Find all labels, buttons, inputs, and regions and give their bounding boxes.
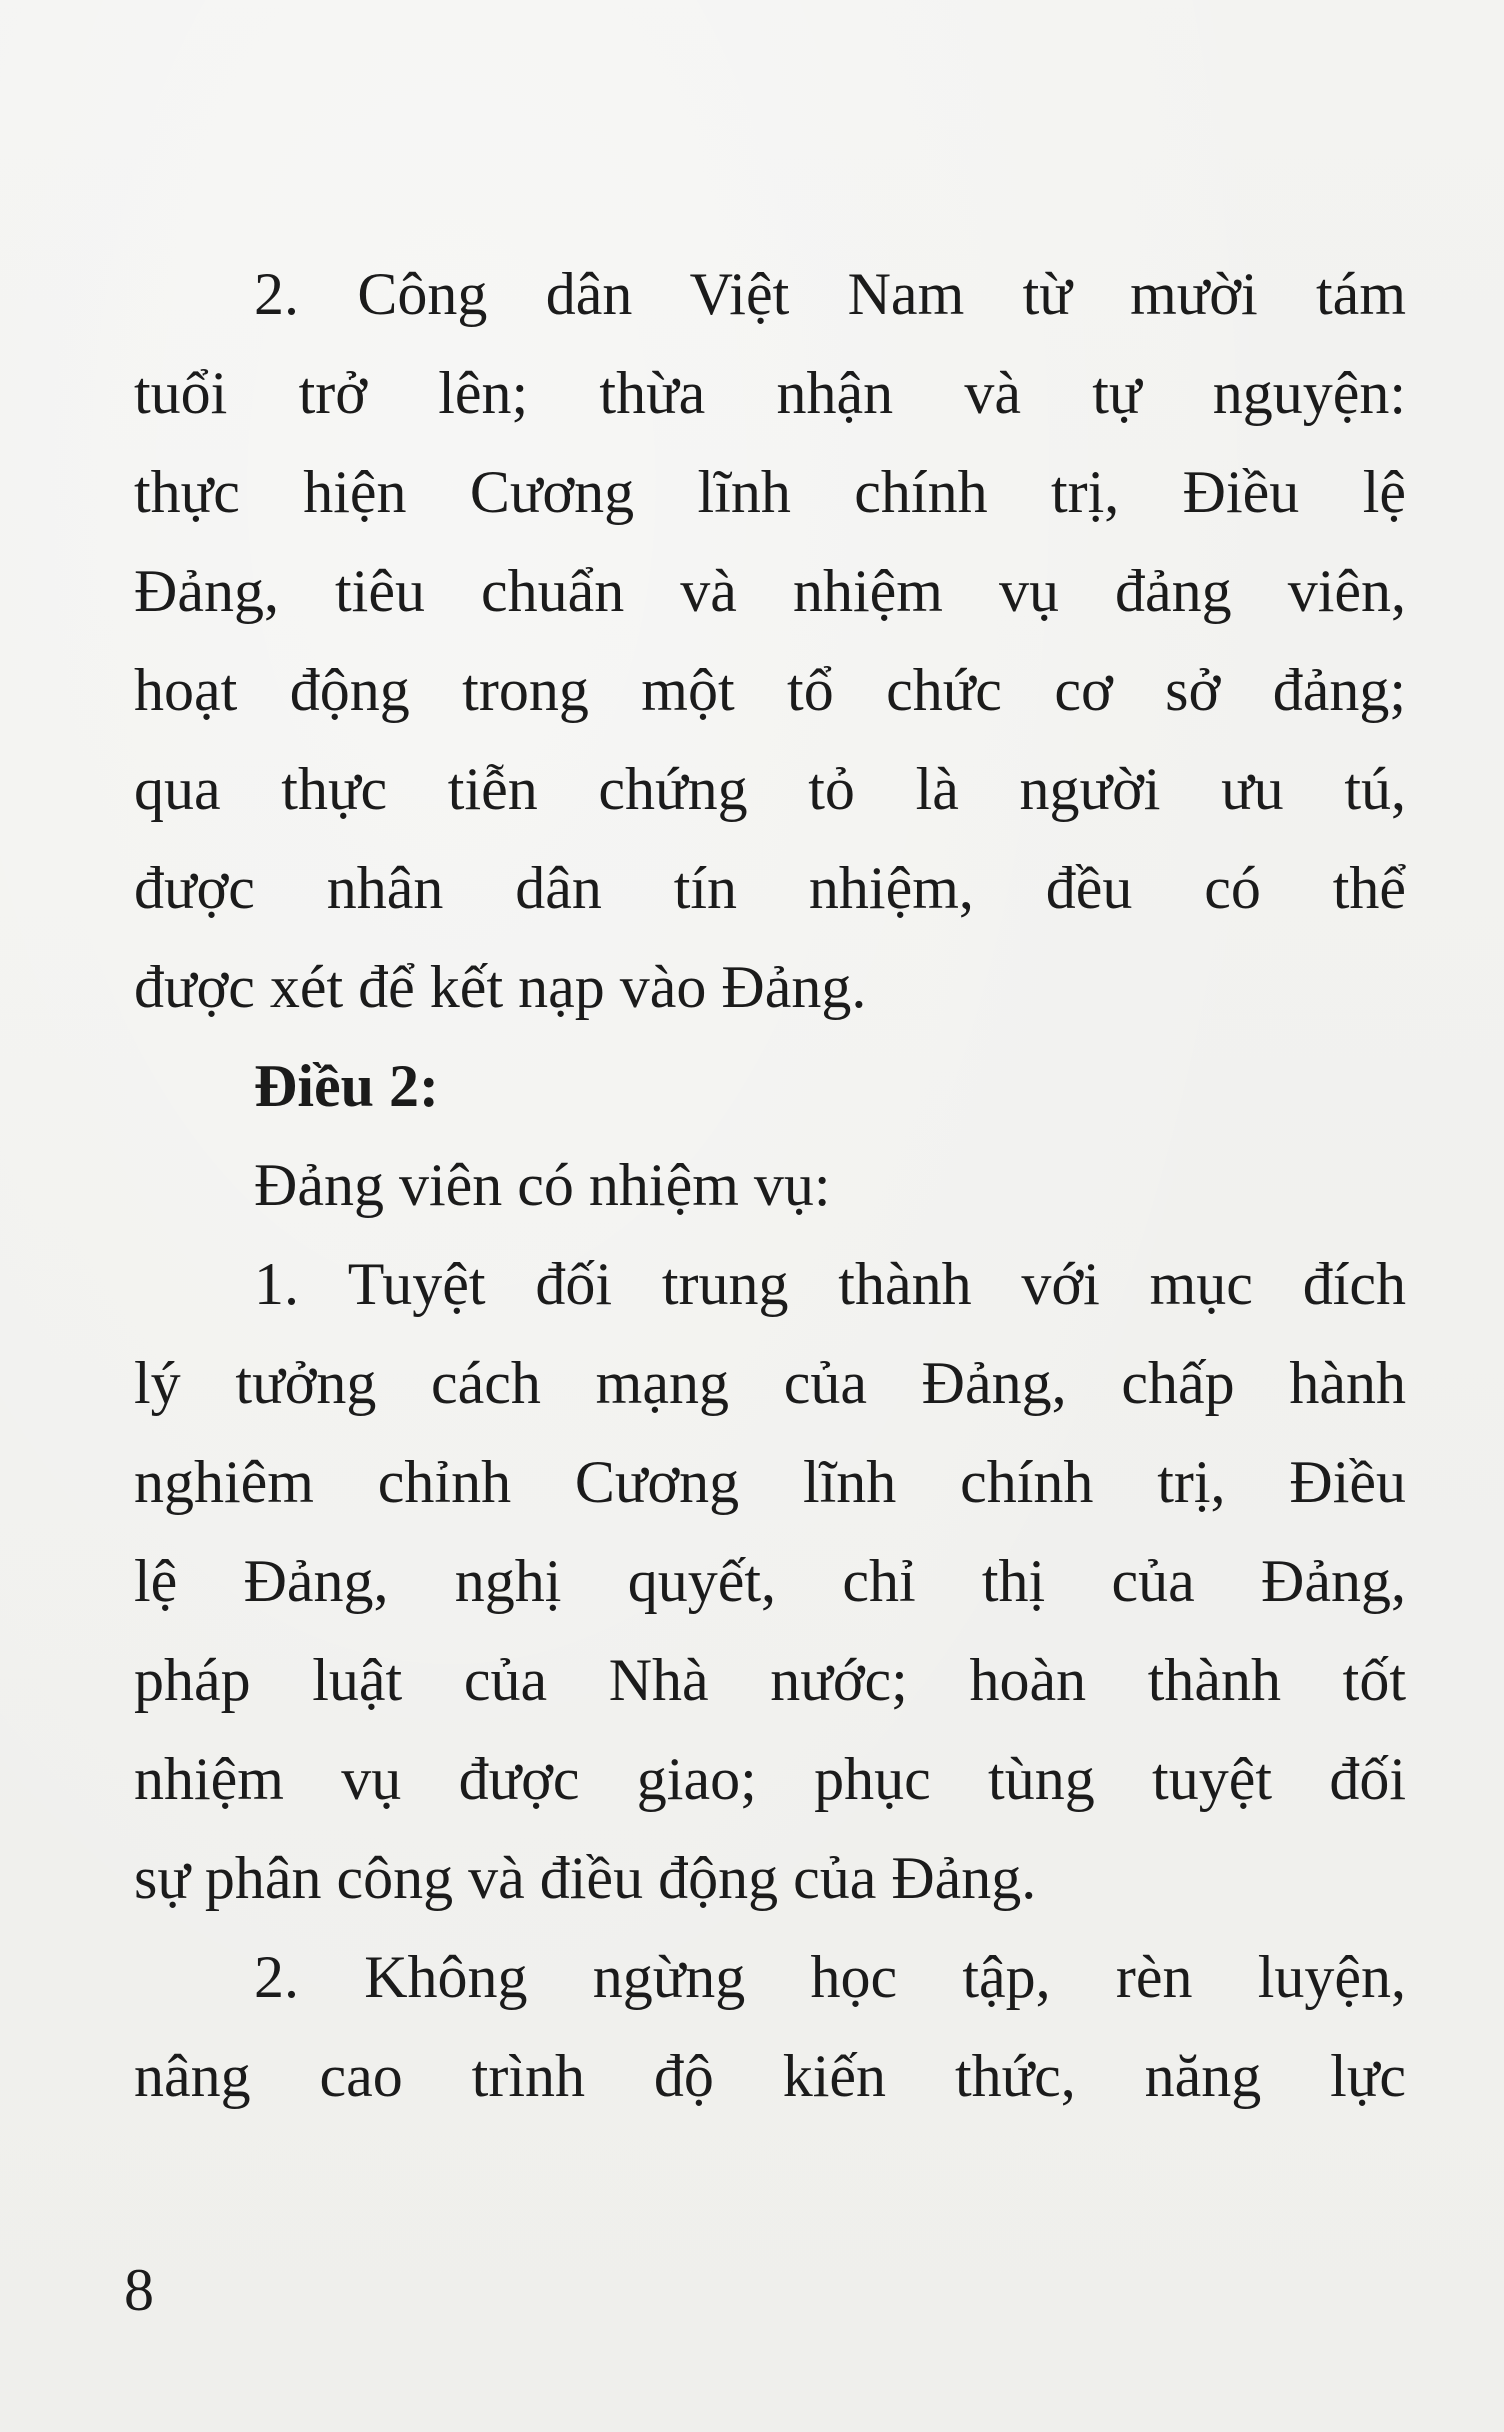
text-line: được nhân dân tín nhiệm, đều có thể bbox=[134, 855, 1406, 921]
text-line: sự phân công và điều động của Đảng. bbox=[134, 1845, 1037, 1911]
text-line: lý tưởng cách mạng của Đảng, chấp hành bbox=[134, 1350, 1406, 1416]
article-heading: Điều 2: bbox=[254, 1053, 439, 1119]
text-line: tuổi trở lên; thừa nhận và tự nguyện: bbox=[134, 360, 1406, 426]
text-line: 1. Tuyệt đối trung thành với mục đích bbox=[254, 1251, 1406, 1317]
text-line: 2. Công dân Việt Nam từ mười tám bbox=[254, 261, 1406, 327]
article-intro: Đảng viên có nhiệm vụ: bbox=[254, 1152, 831, 1218]
text-line: qua thực tiễn chứng tỏ là người ưu tú, bbox=[134, 756, 1406, 822]
text-line: 2. Không ngừng học tập, rèn luyện, bbox=[254, 1944, 1406, 2010]
text-line: nhiệm vụ được giao; phục tùng tuyệt đối bbox=[134, 1746, 1406, 1812]
page-body bbox=[134, 245, 1406, 2126]
page-number: 8 bbox=[124, 2257, 154, 2323]
text-line: nghiêm chỉnh Cương lĩnh chính trị, Điều bbox=[134, 1449, 1406, 1515]
text-line: pháp luật của Nhà nước; hoàn thành tốt bbox=[134, 1647, 1406, 1713]
text-line: nâng cao trình độ kiến thức, năng lực bbox=[134, 2043, 1406, 2109]
text-line: được xét để kết nạp vào Đảng. bbox=[134, 954, 867, 1020]
text-line: hoạt động trong một tổ chức cơ sở đảng; bbox=[134, 657, 1406, 723]
text-line: lệ Đảng, nghị quyết, chỉ thị của Đảng, bbox=[134, 1548, 1406, 1614]
text-line: Đảng, tiêu chuẩn và nhiệm vụ đảng viên, bbox=[134, 558, 1406, 624]
text-line: thực hiện Cương lĩnh chính trị, Điều lệ bbox=[134, 459, 1406, 525]
